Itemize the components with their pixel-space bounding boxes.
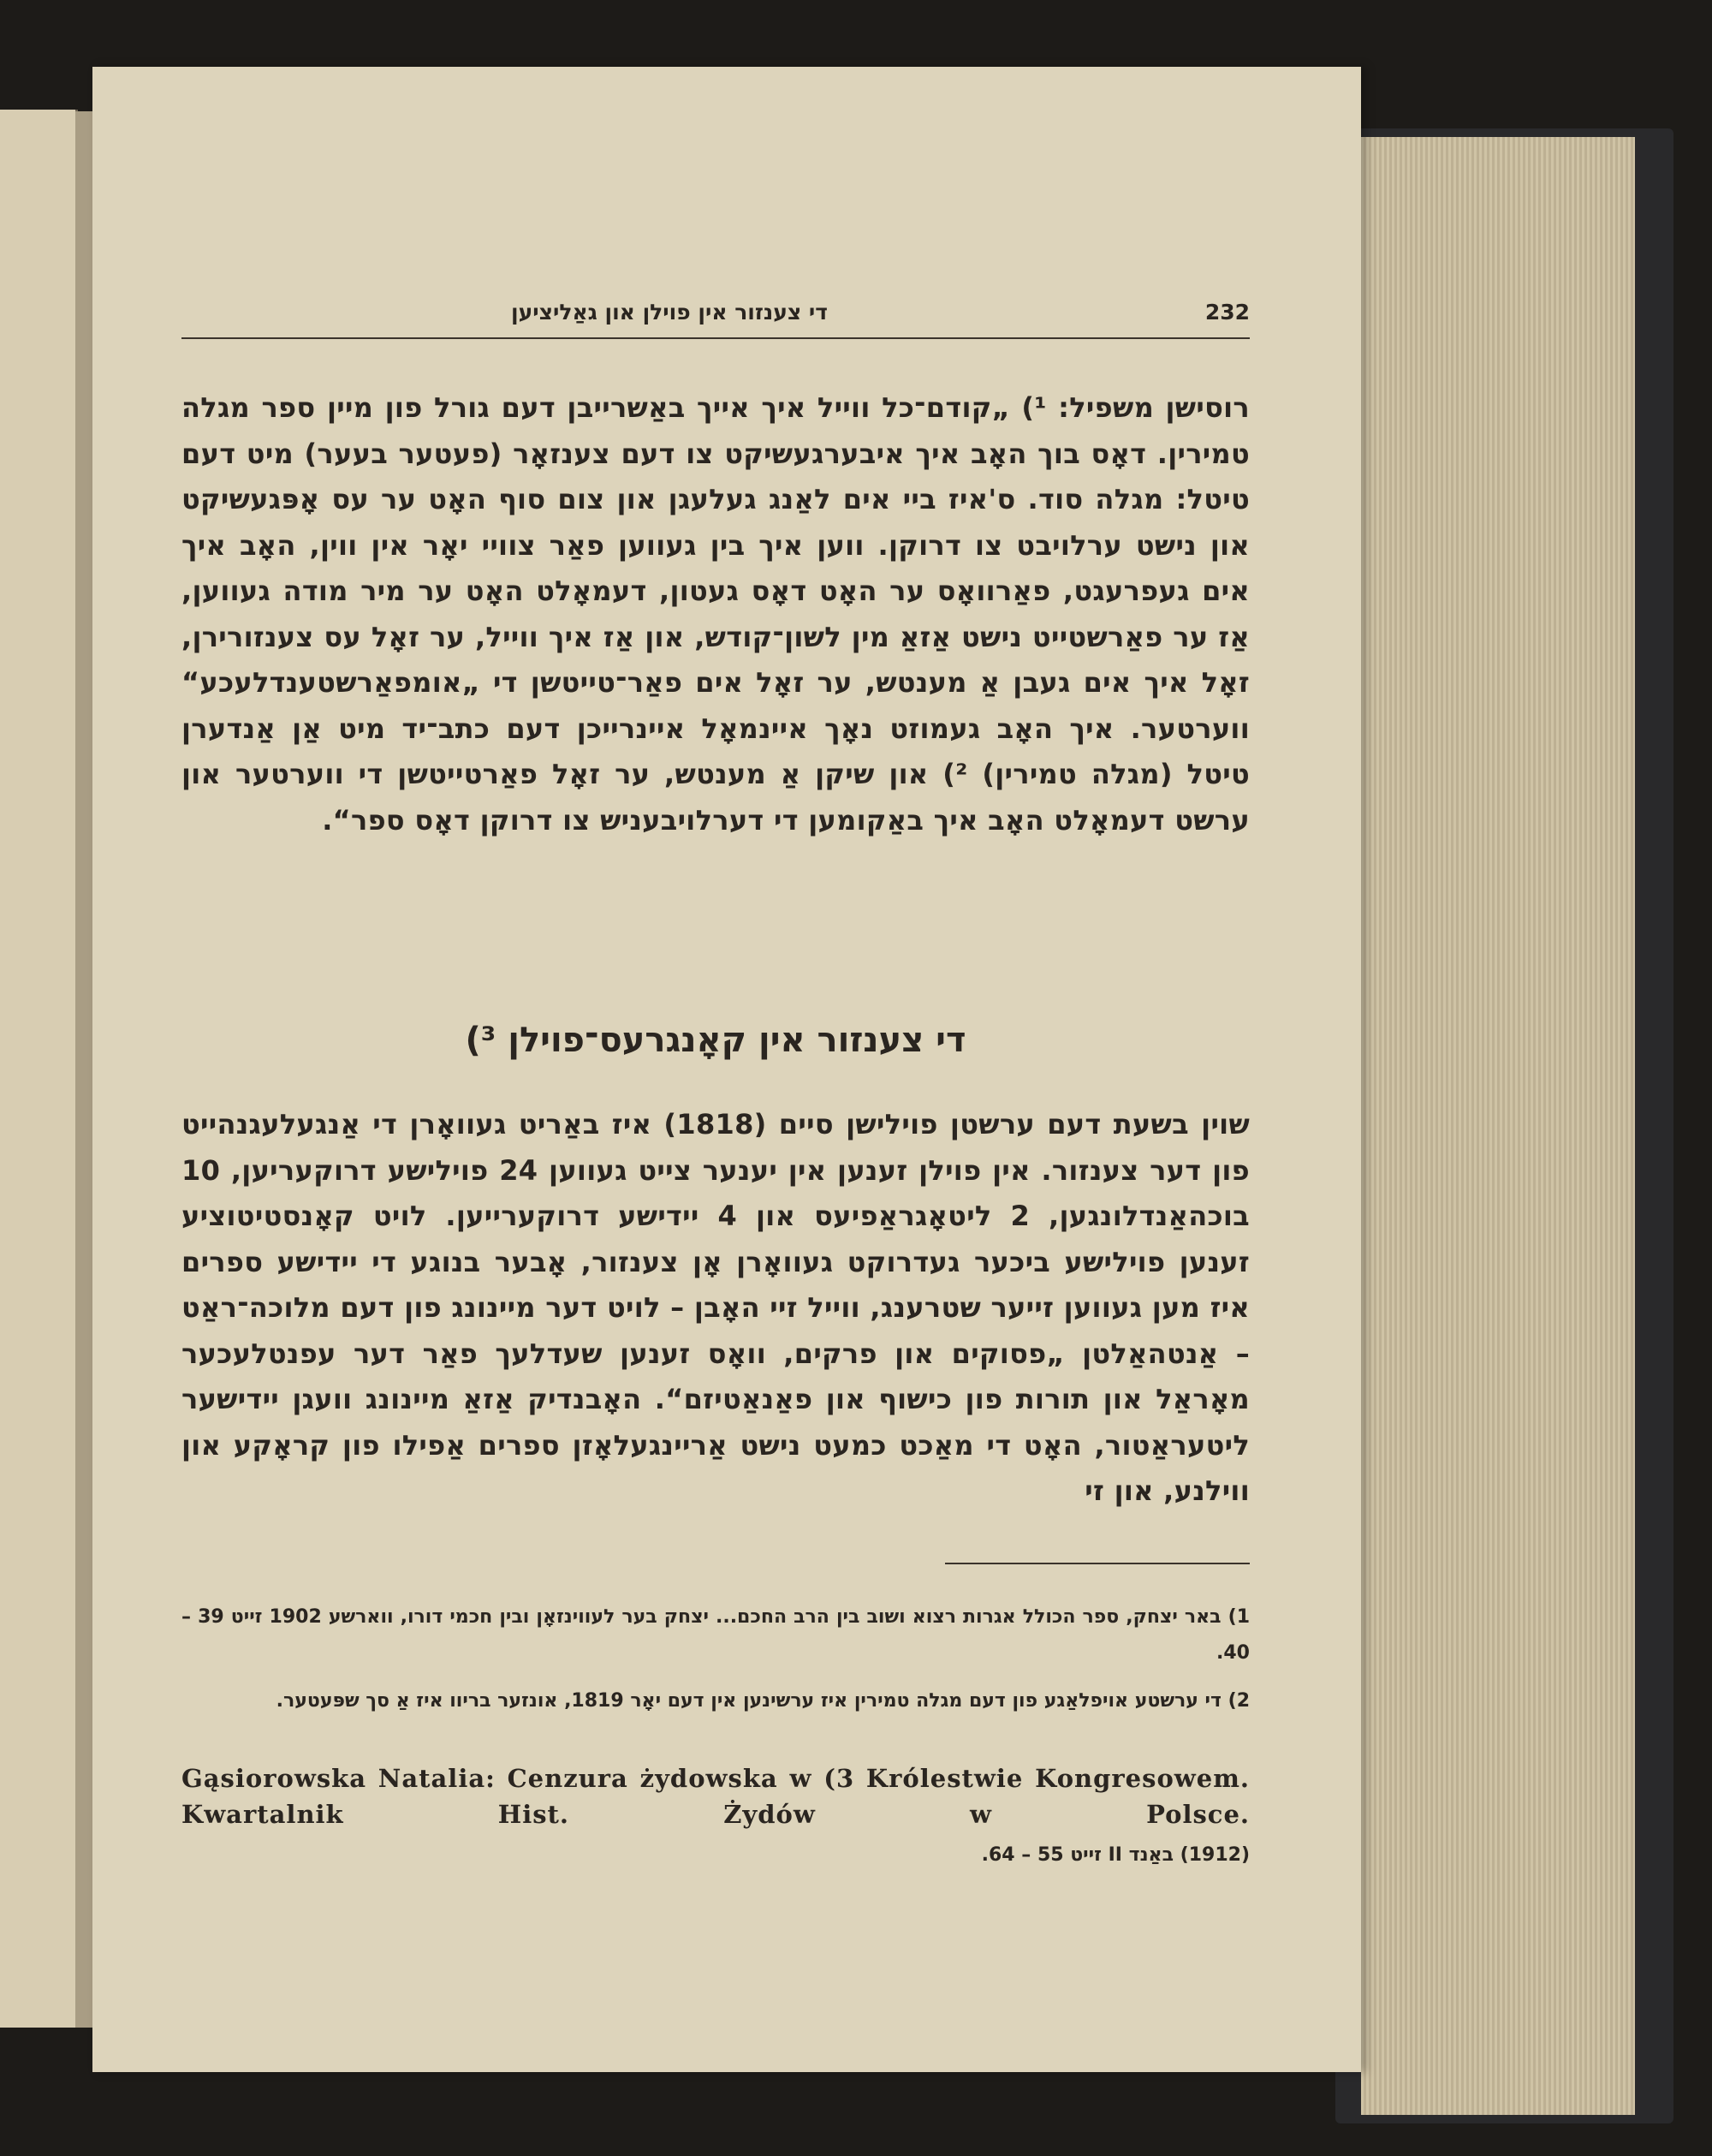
running-head-title: די צענזור אין פוילן און גאַליציען	[511, 300, 828, 325]
footnote-2: 2) די ערשטע אויפלאַגע פון דעם מגלה טמירין איז ערשינען אין דעם יאָר 1819, אונזער בריוו איז אַ סך שפּעטער.	[276, 1690, 1250, 1712]
page-number: 232	[1204, 300, 1250, 325]
page-stack-edges	[1361, 137, 1635, 2115]
footnote-3-tail: (1912) באַנד II זייט 55 – 64.	[981, 1844, 1250, 1866]
footnote-3-citation: Gąsiorowska Natalia: Cenzura żydowska w (3 Królestwie Kongresowem. Kwartalnik Hist. Żydów w Polsce.	[181, 1764, 1250, 1829]
footnote-rule	[945, 1563, 1250, 1564]
body-paragraph: רוסישן משפיל: ¹) „קודם־כל ווייל איך אייך באַשרייבן דעם גורל פון מיין ספר מגלה טמירין. דאָס בוך האָב איך איבערגעשיקט צו דעם צענזאָר (פעטער בעער) מיט דעם טיטל: מגלה סוד. ס'איז ביי אים לאַנג געלעגן און צום סוף האָט ער עס אָפּגעשיקט און נישט ערלויבט צו דרוקן. ווען איך בין געווען פאַר צוויי יאָר אין ווין, האָב איך אים געפרעגט, פאַרוואָס ער האָט דאָס געטון, דעמאָלט האָט ער מיר מודה געווען, אַז ער פאַרשטייט נישט אַזאַ מין לשון־קודש, און אַז איך ווייל, ער זאָל עס צענזורירן, זאָל איך אים געבן אַ מענטש, ער זאָל אים פאַר־טייטשן די „אומפאַרשטענדלעכע“ ווערטער. איך האָב געמוזט נאָך איינמאָל איינרייכן דעם כתב־יד מיט אַן אַנדערן טיטל (מגלה טמירין) ²) און שיקן אַ מענטש, ער זאָל פאַרטייטשן די ווערטער און ערשט דעמאָלט האָב איך באַקומען די דערלויבעניש צו דרוקן דאָס ספר“.	[181, 391, 1250, 837]
running-header	[181, 300, 1250, 339]
section-paragraph: שוין בשעת דעם ערשטן פוילישן סיים (1818) איז באַריט געוואָרן די אַנגעלעגנהייט פון דער צענזור. אין פוילן זענען אין יענער צייט געווען 24 פוילישע דרוקעריען, 10 בוכהאַנדלונגען, 2 ליטאָגראַפיעס און 4 יידישע דרוקערייען. לויט קאָנסטיטוציע זענען פוילישע ביכער געדרוקט געוואָרן אָן צענזור, אָבער בנוגע די יידישע ספרים איז מען געווען זייער שטרענג, ווייל זיי האָבן – לויט דער מיינונג פון דעם מלוכה־ראַט – אַנטהאַלטן „פסוקים און פרקים, וואָס זענען שעדלעך פאַר דער עפנטלעכער מאָראַל און תורות פון כישוף און פאַנאַטיזם“. האָבנדיק אַזאַ מיינונג וועגן יידישער ליטעראַטור, האָט די מאַכט כמעט נישט אַריינגעלאָזן ספרים אַפילו פון קראָקע און ווילנע, און זי	[181, 1108, 1251, 1507]
book-page	[92, 67, 1361, 2072]
page-content	[181, 67, 1250, 2072]
adjacent-left-page	[0, 110, 78, 2028]
section-heading: די צענזור אין קאָנגרעס־פוילן ³)	[465, 1021, 966, 1060]
footnote-1: 1) באר יצחק, ספר הכולל אגרות רצוא ושוב בין הרב החכם... יצחק בער לעווינזאָן ובין חכמי דורו, ווארשע 1902 זייט 39 – 40.	[181, 1606, 1250, 1664]
